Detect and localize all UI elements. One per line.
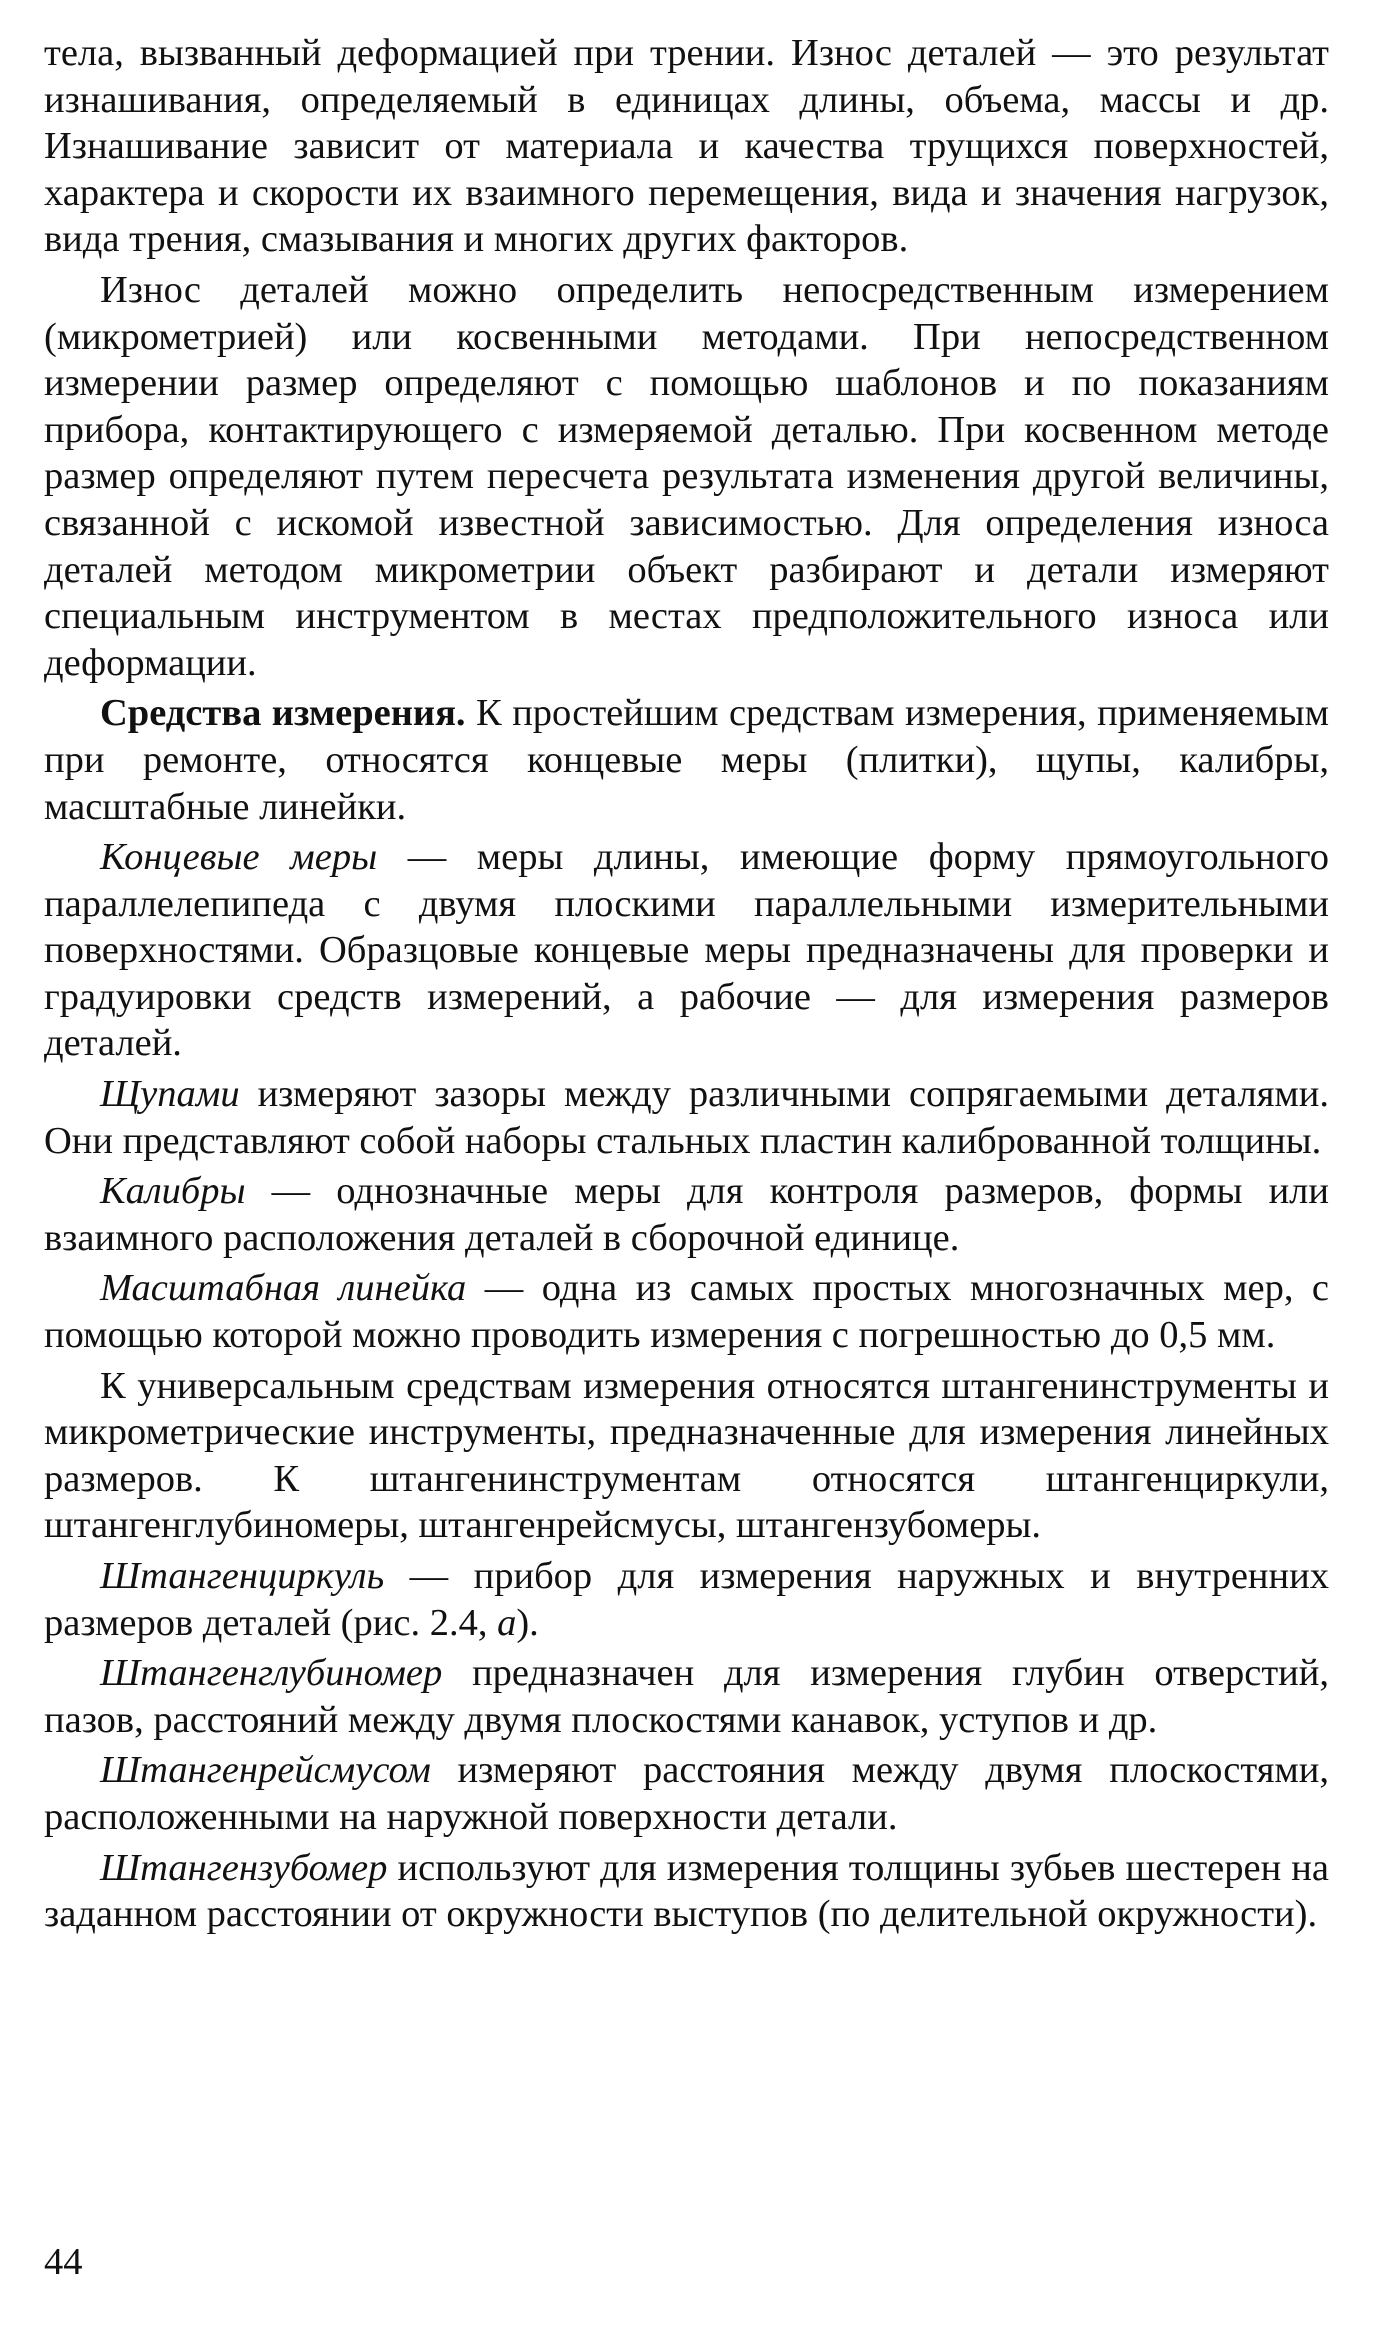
paragraph-measuring-tools (44, 690, 1329, 830)
paragraph-text: — прибор для измерения наружных и внутренних размеров деталей (рис. 2.4, (44, 1555, 1329, 1644)
paragraph-height-gauge (44, 1747, 1329, 1840)
paragraph-text: — одна из самых простых многозначных мер, с помощью которой можно проводить измерения с погрешностью до 0,5 мм. (44, 1267, 1330, 1357)
term: Штангензубомер (100, 1846, 388, 1889)
term: Штангенциркуль (100, 1555, 385, 1597)
paragraph-text: — однозначные меры для контроля размеров, формы или взаимного расположения деталей в сборочной единице. (44, 1170, 1329, 1259)
page-number: 44 (44, 2241, 83, 2283)
paragraph-text: измеряют расстояния между двумя плоскостями, расположенными на наружной поверхности детали. (44, 1749, 1329, 1838)
paragraph-text: предназначен для измерения глубин отверстий, пазов, расстояний между двумя плоскостями канавок, уступов и др. (44, 1652, 1329, 1741)
paragraph-scale-ruler (44, 1265, 1329, 1358)
page-body (44, 30, 1329, 1942)
paragraph-caliper (44, 1553, 1329, 1646)
section-heading: Средства измерения. (100, 692, 466, 735)
paragraph-gear-tooth-caliper (44, 1845, 1329, 1938)
term: Штангенрейсмусом (100, 1749, 431, 1792)
paragraph-universal-tools (44, 1363, 1329, 1549)
term: Калибры (100, 1170, 246, 1213)
paragraph-wear-definition (44, 30, 1329, 263)
paragraph-text: К простейшим средствам измерения, применяемым при ремонте, относятся концевые меры (плитки), щупы, калибры, масштабные линейки. (44, 692, 1329, 828)
paragraph-calibers (44, 1168, 1329, 1261)
term: Щупами (100, 1073, 240, 1116)
term: Штангенглубиномер (100, 1652, 443, 1695)
paragraph-gauge-blocks (44, 834, 1329, 1067)
paragraph-text: К универсальным средствам измерения относятся штангенинструменты и микрометрические инструменты, предназначенные для измерения линейных размеров. К штангенинструментам относятся штангенциркули, штангенглубиномеры, штангенрейсмусы, штангензубомеры. (44, 1364, 1329, 1547)
paragraph-wear-measurement (44, 267, 1329, 686)
paragraph-feeler-gauges (44, 1071, 1329, 1164)
figure-letter: а (497, 1601, 517, 1644)
term: Концевые меры (100, 836, 378, 879)
paragraph-text: тела, вызванный деформацией при трении. Износ деталей — это результат изнашивания, определяемый в единицах длины, объема, массы и др. Изнашивание зависит от материала и качества трущихся поверхностей, характера и скорости их взаимного перемещения, вида и значения нагрузок, вида трения, смазывания и многих других факторов. (44, 32, 1329, 261)
paragraph-text: Износ деталей можно определить непосредственным измерением (микрометрией) или косвенными методами. При непосредственном измерении размер определяют с помощью шаблонов и по показаниям прибора, контактирующего с измеряемой деталью. При косвенном методе размер определяют путем пересчета результата изменения другой величины, связанной с искомой известной зависимостью. Для определения износа деталей методом микрометрии объект разбирают и детали измеряют специальным инструментом в местах предположительного износа или деформации. (44, 268, 1329, 684)
paragraph-depth-gauge (44, 1650, 1329, 1743)
paragraph-text: — меры длины, имеющие форму прямоугольного параллелепипеда с двумя плоскими параллельными измерительными поверхностями. Образцовые концевые меры предназначены для проверки и градуировки средств измерений, а рабочие — для измерения размеров деталей. (44, 836, 1329, 1065)
paragraph-text: используют для измерения толщины зубьев шестерен на заданном расстоянии от окружности выступов (по делительной окружности). (44, 1846, 1329, 1936)
paragraph-text-after: ). (516, 1601, 539, 1644)
paragraph-text: измеряют зазоры между различными сопрягаемыми деталями. Они представляют собой наборы стальных пластин калиброванной толщины. (44, 1073, 1329, 1162)
term: Масштабная линейка (100, 1267, 467, 1310)
